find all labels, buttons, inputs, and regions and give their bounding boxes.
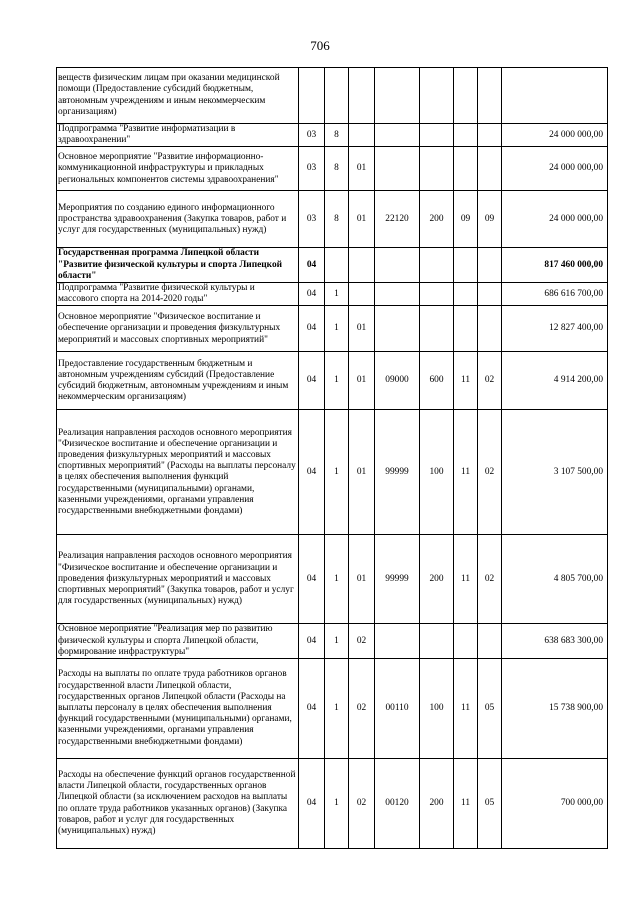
row-amount-cell: 4 914 200,00 <box>502 352 608 410</box>
row-section-cell: 11 <box>454 759 478 849</box>
row-activity-code-cell: 02 <box>349 624 375 659</box>
row-amount-cell: 24 000 000,00 <box>502 147 608 191</box>
row-subprogram-code-cell: 1 <box>325 759 349 849</box>
row-section-cell <box>454 306 478 352</box>
row-section-cell <box>454 624 478 659</box>
row-activity-code-cell: 02 <box>349 659 375 759</box>
row-activity-code-cell: 01 <box>349 191 375 248</box>
page-number: 706 <box>310 38 330 53</box>
table-row <box>57 759 608 849</box>
table-row <box>57 124 608 147</box>
row-expense-type-cell <box>420 68 454 124</box>
row-program-code-cell: 04 <box>299 306 325 352</box>
row-direction-code-cell: 00120 <box>375 759 420 849</box>
row-program-code-cell: 04 <box>299 352 325 410</box>
row-activity-code-cell <box>349 283 375 306</box>
table-row <box>57 624 608 659</box>
table-row <box>57 535 608 624</box>
row-section-cell <box>454 248 478 283</box>
row-activity-code-cell: 01 <box>349 306 375 352</box>
row-name-cell: Предоставление государственным бюджетным и автономным учреждениям субсидий (Предоставление субсидий бюджетным, автономным учреждениям и иным некоммерческим организациям) <box>57 352 299 410</box>
row-direction-code-cell: 09000 <box>375 352 420 410</box>
row-expense-type-cell: 200 <box>420 535 454 624</box>
row-program-code-cell: 04 <box>299 410 325 535</box>
row-expense-type-cell <box>420 306 454 352</box>
row-amount-cell: 24 000 000,00 <box>502 124 608 147</box>
row-section-cell: 09 <box>454 191 478 248</box>
row-expense-type-cell <box>420 124 454 147</box>
row-subprogram-code-cell <box>325 68 349 124</box>
row-program-code-cell <box>299 68 325 124</box>
table-body <box>57 68 608 849</box>
row-direction-code-cell: 99999 <box>375 535 420 624</box>
row-subprogram-code-cell: 8 <box>325 124 349 147</box>
row-section-cell: 11 <box>454 352 478 410</box>
row-name-cell: Основное мероприятие "Развитие информационно-коммуникационной инфраструктуры и прикладных региональных компонентов системы здравоохранения" <box>57 147 299 191</box>
row-section-cell <box>454 124 478 147</box>
row-program-code-cell: 04 <box>299 283 325 306</box>
row-direction-code-cell: 00110 <box>375 659 420 759</box>
row-name-cell: Расходы на обеспечение функций органов государственной власти Липецкой области, государственных органов Липецкой области (за исключением расходов на выплаты по оплате труда работников указанных органов) (Закупка товаров, работ и услуг для государственных (муниципальных) нужд) <box>57 759 299 849</box>
table-row <box>57 659 608 759</box>
row-name-cell: Реализация направления расходов основного мероприятия "Физическое воспитание и обеспечение организации и проведения физкультурных мероприятий и массовых спортивных мероприятий" (Расходы на выплаты персоналу в целях обеспечения выполнения функций государственными (муниципальными) органами, казенными учреждениями, органами управления государственными внебюджетными фондами) <box>57 410 299 535</box>
row-subprogram-code-cell: 1 <box>325 306 349 352</box>
row-section-cell: 11 <box>454 410 478 535</box>
row-subprogram-code-cell: 1 <box>325 283 349 306</box>
row-direction-code-cell <box>375 248 420 283</box>
row-name-cell: Основное мероприятие "Реализация мер по развитию физической культуры и спорта Липецкой области, формирование инфраструктуры" <box>57 624 299 659</box>
row-activity-code-cell <box>349 68 375 124</box>
row-section-cell <box>454 68 478 124</box>
row-program-code-cell: 04 <box>299 624 325 659</box>
row-amount-cell: 24 000 000,00 <box>502 191 608 248</box>
row-amount-cell: 817 460 000,00 <box>502 248 608 283</box>
row-amount-cell <box>502 68 608 124</box>
row-subsection-cell: 02 <box>478 352 502 410</box>
row-amount-cell: 3 107 500,00 <box>502 410 608 535</box>
row-section-cell: 11 <box>454 659 478 759</box>
row-subsection-cell: 09 <box>478 191 502 248</box>
row-direction-code-cell <box>375 624 420 659</box>
row-activity-code-cell: 02 <box>349 759 375 849</box>
row-activity-code-cell <box>349 248 375 283</box>
table-row <box>57 147 608 191</box>
row-subsection-cell: 05 <box>478 759 502 849</box>
row-subsection-cell <box>478 624 502 659</box>
row-subprogram-code-cell: 1 <box>325 624 349 659</box>
row-subprogram-code-cell: 8 <box>325 147 349 191</box>
row-name-cell: Подпрограмма "Развитие физической культуры и массового спорта на 2014-2020 годы" <box>57 283 299 306</box>
row-subsection-cell <box>478 248 502 283</box>
row-subsection-cell <box>478 147 502 191</box>
row-direction-code-cell <box>375 306 420 352</box>
row-expense-type-cell: 100 <box>420 659 454 759</box>
row-subsection-cell <box>478 306 502 352</box>
row-amount-cell: 12 827 400,00 <box>502 306 608 352</box>
row-subsection-cell <box>478 124 502 147</box>
row-subprogram-code-cell: 1 <box>325 535 349 624</box>
row-subsection-cell: 05 <box>478 659 502 759</box>
row-direction-code-cell: 99999 <box>375 410 420 535</box>
row-name-cell: веществ физическим лицам при оказании медицинской помощи (Предоставление субсидий бюджетным, автономным учреждениям и иным некоммерческим организациям) <box>57 68 299 124</box>
table-row <box>57 306 608 352</box>
row-direction-code-cell <box>375 147 420 191</box>
row-expense-type-cell: 200 <box>420 759 454 849</box>
row-expense-type-cell <box>420 248 454 283</box>
row-expense-type-cell: 200 <box>420 191 454 248</box>
row-direction-code-cell <box>375 68 420 124</box>
table-row <box>57 283 608 306</box>
row-name-cell: Расходы на выплаты по оплате труда работников органов государственной власти Липецкой области, государственных органов Липецкой области (Расходы на выплаты персоналу в целях обеспечения выполнения функций государственными (муниципальными) органами, казенными учреждениями, органами управления государственными внебюджетными фондами) <box>57 659 299 759</box>
row-subsection-cell: 02 <box>478 410 502 535</box>
row-subprogram-code-cell: 8 <box>325 191 349 248</box>
row-name-cell: Мероприятия по созданию единого информационного пространства здравоохранения (Закупка товаров, работ и услуг для государственных (муниципальных) нужд) <box>57 191 299 248</box>
row-amount-cell: 4 805 700,00 <box>502 535 608 624</box>
row-amount-cell: 700 000,00 <box>502 759 608 849</box>
row-direction-code-cell: 22120 <box>375 191 420 248</box>
row-activity-code-cell <box>349 124 375 147</box>
row-subprogram-code-cell: 1 <box>325 352 349 410</box>
table-row <box>57 410 608 535</box>
row-activity-code-cell: 01 <box>349 535 375 624</box>
row-program-code-cell: 03 <box>299 147 325 191</box>
table-row <box>57 191 608 248</box>
row-subsection-cell: 02 <box>478 535 502 624</box>
row-section-cell: 11 <box>454 535 478 624</box>
row-amount-cell: 686 616 700,00 <box>502 283 608 306</box>
row-expense-type-cell <box>420 283 454 306</box>
row-section-cell <box>454 147 478 191</box>
row-name-cell: Реализация направления расходов основного мероприятия "Физическое воспитание и обеспечение организации и проведения физкультурных мероприятий и массовых спортивных мероприятий" (Закупка товаров, работ и услуг для государственных (муниципальных) нужд) <box>57 535 299 624</box>
table-row <box>57 68 608 124</box>
row-name-cell: Подпрограмма "Развитие информатизации в здравоохранении" <box>57 124 299 147</box>
row-section-cell <box>454 283 478 306</box>
row-subsection-cell <box>478 283 502 306</box>
row-subsection-cell <box>478 68 502 124</box>
row-program-code-cell: 04 <box>299 248 325 283</box>
row-name-cell: Основное мероприятие "Физическое воспитание и обеспечение организации и проведения физкультурных мероприятий и массовых спортивных мероприятий" <box>57 306 299 352</box>
row-activity-code-cell: 01 <box>349 147 375 191</box>
row-direction-code-cell <box>375 124 420 147</box>
row-subprogram-code-cell <box>325 248 349 283</box>
row-program-code-cell: 03 <box>299 191 325 248</box>
row-expense-type-cell <box>420 147 454 191</box>
row-subprogram-code-cell: 1 <box>325 410 349 535</box>
row-activity-code-cell: 01 <box>349 410 375 535</box>
row-program-code-cell: 04 <box>299 659 325 759</box>
row-program-code-cell: 03 <box>299 124 325 147</box>
row-expense-type-cell <box>420 624 454 659</box>
table-row <box>57 352 608 410</box>
row-expense-type-cell: 100 <box>420 410 454 535</box>
row-subprogram-code-cell: 1 <box>325 659 349 759</box>
row-activity-code-cell: 01 <box>349 352 375 410</box>
row-direction-code-cell <box>375 283 420 306</box>
row-amount-cell: 15 738 900,00 <box>502 659 608 759</box>
row-amount-cell: 638 683 300,00 <box>502 624 608 659</box>
budget-table <box>56 67 608 849</box>
row-program-code-cell: 04 <box>299 535 325 624</box>
table-row <box>57 248 608 283</box>
row-name-cell: Государственная программа Липецкой области "Развитие физической культуры и спорта Липецкой области" <box>57 248 299 283</box>
row-expense-type-cell: 600 <box>420 352 454 410</box>
row-program-code-cell: 04 <box>299 759 325 849</box>
